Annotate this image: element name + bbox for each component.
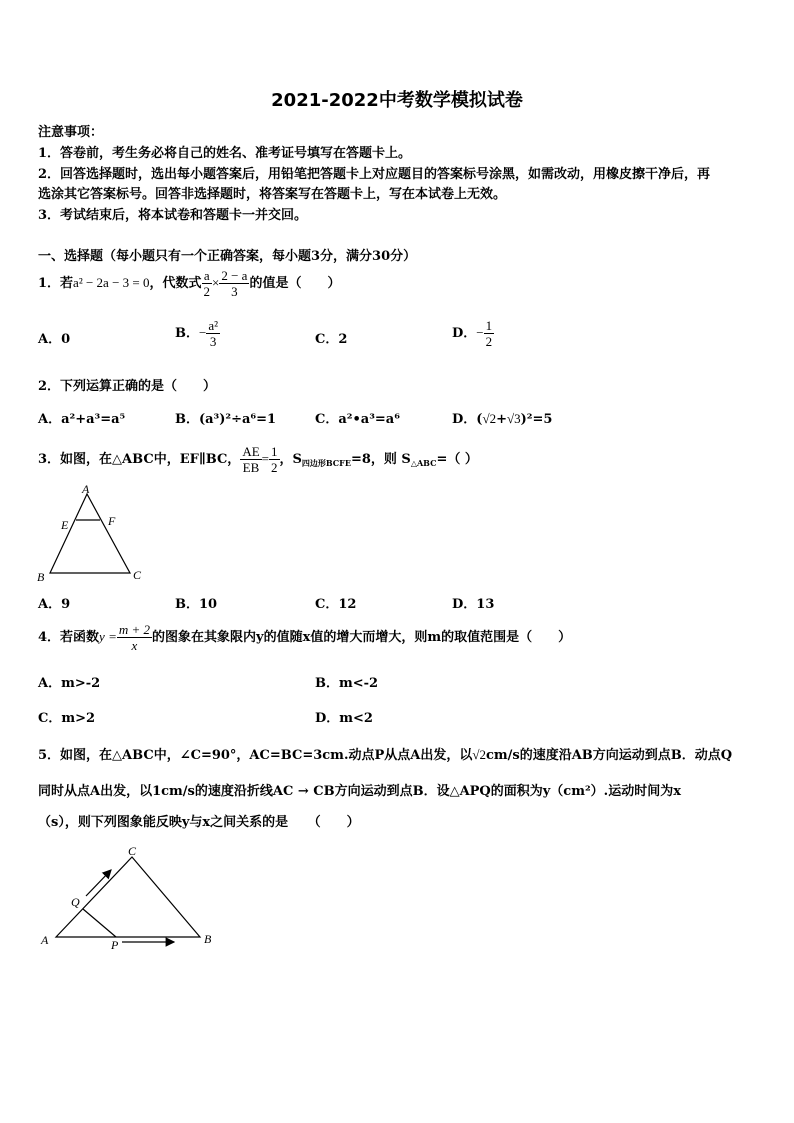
label-f: F bbox=[108, 514, 116, 528]
notice-item-2-cont: 选涂其它答案标号。回答非选择题时，将答案写在答题卡上，写在本试卷上无效。 bbox=[38, 187, 507, 202]
question-3: 3．如图，在△ABC中，EF∥BC， $\frac{AE}{EB}$ = $\frac{1}{2}$ ，$S_{四边形BCFE}=8$，则 $S_{\triangle ABC}=$（ ） bbox=[38, 444, 478, 475]
q5-triangle-figure bbox=[34, 840, 224, 955]
label-c: C bbox=[133, 568, 142, 582]
q3-option-c: C．12 bbox=[315, 597, 357, 612]
label-c: C bbox=[128, 844, 137, 858]
label-q: Q bbox=[71, 895, 80, 909]
q4-option-c: C．m>2 bbox=[38, 711, 96, 726]
label-p: P bbox=[111, 938, 119, 952]
q1-fraction-2: $\frac{2 - a}{3}$ bbox=[221, 268, 248, 299]
q3-fraction-2: $\frac{1}{2}$ bbox=[271, 444, 278, 475]
q1-option-c: C．2 bbox=[315, 332, 348, 347]
question-4: 4．若函数y = $\frac{m + 2}{x}$ 的图象在其象限内y的值随x值的增大而增大，则m的取值范围是（ ） bbox=[38, 622, 572, 653]
notice-item-1: 1．答卷前，考生务必将自己的姓名、准考证号填写在答题卡上。 bbox=[38, 146, 412, 161]
q1-mid: ，代数式 bbox=[149, 276, 202, 291]
q3-option-a: A．9 bbox=[38, 597, 71, 612]
notice-heading: 注意事项： bbox=[38, 125, 104, 140]
page-title: 2021-2022中考数学模拟试卷 bbox=[271, 90, 523, 111]
q4-fraction: $\frac{m + 2}{x}$ bbox=[118, 622, 151, 653]
q1-suffix: 的值是（ ） bbox=[249, 276, 341, 291]
q4-option-d: D．m<2 bbox=[315, 711, 373, 726]
triangle-abc bbox=[50, 494, 130, 573]
label-b: B bbox=[37, 570, 45, 584]
notice-item-3: 3．考试结束后，将本试卷和答题卡一并交回。 bbox=[38, 208, 308, 223]
q2-option-c: C．a²•a³=a⁶ bbox=[315, 412, 400, 427]
q1-option-b: B．− $\frac{\text{a²}}{3}$ bbox=[175, 318, 219, 349]
q2-option-d: D．(√2+√3)²=5 bbox=[452, 411, 553, 427]
q1-option-d: D．− $\frac{1}{2}$ bbox=[452, 318, 493, 349]
q1-prefix: 1．若 bbox=[38, 276, 74, 291]
question-5-line-2: 同时从点A出发，以1cm/s的速度沿折线AC → CB方向运动到点B．设△APQ的面积为y（cm²）.运动时间为x bbox=[38, 784, 681, 799]
q2-option-b: B．(a³)²÷a⁶=1 bbox=[175, 412, 277, 427]
question-2: 2．下列运算正确的是（ ） bbox=[38, 379, 217, 394]
q3-triangle-figure bbox=[34, 480, 154, 585]
label-b: B bbox=[204, 932, 212, 946]
label-a: A bbox=[41, 933, 49, 947]
notice-item-2: 2．回答选择题时，选出每小题答案后，用铅笔把答题卡上对应题目的答案标号涂黑，如需改动，用橡皮擦干净后，再 bbox=[38, 167, 711, 182]
q4-option-b: B．m<-2 bbox=[315, 676, 379, 691]
question-5-line-3: （s），则下列图象能反映y与x之间关系的是 （ ） bbox=[38, 815, 360, 830]
q3-option-b: B．10 bbox=[175, 597, 218, 612]
segment-qp bbox=[83, 909, 116, 937]
q3-fraction-1: $\frac{AE}{EB}$ bbox=[242, 444, 260, 475]
label-e: E bbox=[61, 518, 69, 532]
label-a: A bbox=[82, 482, 90, 496]
q1-option-a: A．0 bbox=[38, 332, 71, 347]
q1-times: × bbox=[212, 275, 220, 290]
q1-equation: a² − 2a − 3 = 0 bbox=[73, 275, 150, 290]
q2-option-a: A．a²+a³=a⁵ bbox=[38, 412, 126, 427]
question-5-line-1: 5．如图，在△ABC中，∠C=90°，AC=BC=3cm.动点P从点A出发，以√2cm/s的速度沿AB方向运动到点B．动点Q bbox=[38, 747, 733, 763]
q3-option-d: D．13 bbox=[452, 597, 495, 612]
q1-fraction-1: $\frac{a}{2}$ bbox=[203, 268, 210, 299]
section-heading: 一、选择题（每小题只有一个正确答案，每小题3分，满分30分） bbox=[38, 249, 417, 264]
question-1 bbox=[38, 266, 340, 301]
q4-option-a: A．m>-2 bbox=[38, 676, 101, 691]
